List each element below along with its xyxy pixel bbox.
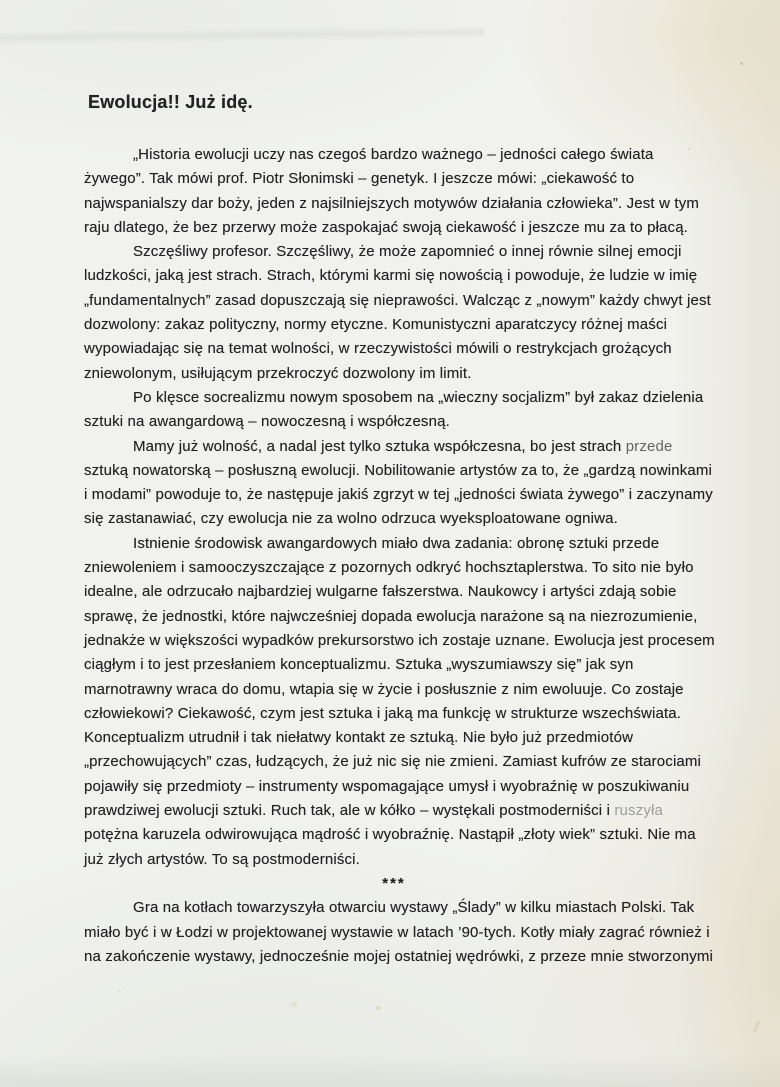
text-line: Gra na kotłach towarzyszyła otwarciu wystawy „Ślady” w kilku miastach Polski. Tak [133,899,695,917]
text-line: „Historia ewolucji uczy nas czegoś bardzo ważnego – jedności całego świata [133,146,654,163]
text-line: się zastanawiać, czy ewolucja nie za wolno odrzuca wyeksploatowane ogniwa. [84,510,618,528]
text-line-segment: prawdziwej ewolucji sztuki. Ruch tak, ale w kółko – wystękali postmoderniści i [84,802,615,820]
paper-speck [118,990,121,993]
paragraph [84,386,716,435]
paragraph [84,240,716,386]
text-line: Istnienie środowisk awangardowych miało dwa zadania: obronę sztuki przede [133,534,660,552]
text-line: „przechowujących” czas, łudzących, że już nic się nie zmieni. Zamiast kufrów ze starociami [84,753,702,771]
text-line: zniewoleniem i samooczyszczające z pozornych odkryć hochsztaplerstwa. To sito nie było [84,559,694,577]
text-line: zniewolonym, usiłującym przekroczyć dozwolony im limit. [84,364,472,382]
text-line: ciągłym i to jest przesłaniem konceptualizmu. Sztuka „wyszumiawszy się” jak syn [84,656,634,674]
paper-scratch [753,1020,761,1032]
text-line: sztuki na awangardową – nowoczesną i współczesną. [84,413,450,431]
text-line: sprawę, że jednostki, które najwcześniej dopada ewolucja narażone są na niezrozumienie, [84,607,698,625]
text-line: pojawiły się przedmioty – instrumenty wspomagające umysł i wyobraźnię w poszukiwaniu [84,777,690,795]
faded-word: przede [625,437,673,455]
paper-fold-shadow [0,25,484,45]
paragraph [84,532,716,872]
text-line: dozwolony: zakaz polityczny, normy etyczne. Komunistyczni aparatczycy różnej maści [84,316,668,334]
paper-speck [740,62,743,65]
paragraph [84,435,716,532]
text-line: człowiekowi? Ciekawość, czym jest sztuka i jaką ma funkcję w strukturze wszechświata. [84,704,682,722]
text-line: Konceptualizm utrudnił i tak niełatwy kontakt ze sztuką. Nie było już przedmiotów [84,729,634,747]
text-line: ludzkości, jaką jest strach. Strach, którymi karmi się nowością i powoduje, że ludzie w imię [84,267,698,285]
text-line: Szczęśliwy profesor. Szczęśliwy, że może zapomnieć o innej równie silnej emocji [133,243,682,261]
text-line: sztuką nowatorską – posłuszną ewolucji. Nobilitowanie artystów za to, że „gardzą nowinkami [84,461,712,479]
paper-speck [291,1002,297,1007]
text-line: na zakończenie wystawy, jednocześnie mojej ostatniej wędrówki, z przeze mnie stworzonymi [84,947,714,965]
text-line: już złych artystów. To są postmoderniści. [84,850,360,868]
text-line [84,799,716,823]
text-line: Po klęsce socrealizmu nowym sposobem na „wieczny socjalizm” był zakaz dzielenia [133,388,704,406]
text-line: raju dlatego, że bez przerwy może zaspokajać swoją ciekawość i jeszcze mu za to płacą. [84,218,689,236]
section-separator: *** [382,874,406,892]
document-body [84,143,716,969]
text-line: potężna karuzela odwirowująca mądrość i wyobraźnię. Nastąpił „złoty wiek” sztuki. Nie ma [84,826,696,844]
text-line: miało być i w Łodzi w projektowanej wystawie w latach ’90-tych. Kotły miały zagrać również i [84,923,710,941]
text-line: idealne, ale odrzucało najbardziej wulgarne fałszerstwa. Naukowcy i artyści zdają sobie [84,583,677,601]
text-line: żywego”. Tak mówi prof. Piotr Słonimski – genetyk. I jeszcze mówi: „ciekawość to [84,170,635,188]
paper-speck [563,20,565,22]
text-line: marnotrawny wraca do domu, wtapia się w życie i posłusznie z nim ewoluuje. Co zostaje [84,680,684,698]
text-line-segment: Mamy już wolność, a nadal jest tylko sztuka współczesna, bo jest strach [133,437,626,455]
document-text-block [84,90,716,969]
text-line: najwspanialszy dar boży, jeden z najsilniejszych motywów działania człowieka”. Jest w tym [84,194,699,212]
paragraph [84,143,716,240]
text-line: i modami” powoduje to, że następuje jakiś zgrzyt w tej „jedności świata żywego” i zaczynamy [84,486,713,504]
text-line: „fundamentalnych” zasad dopuszczają się nieprawości. Walcząc z „nowym” każdy chwyt jest [84,291,711,309]
text-line [84,435,716,459]
paper-speck [376,1006,381,1010]
text-line: jednakże w większości wypadków prekursorstwo ich zostaje uznane. Ewolucja jest procesem [84,631,715,649]
paragraph [84,896,716,969]
document-title: Ewolucja!! Już idę. [88,92,253,112]
text-line: wypowiadając się na temat wolności, w rzeczywistości mówili o restrykcjach grożących [84,340,672,358]
faded-word: ruszyła [614,802,663,820]
